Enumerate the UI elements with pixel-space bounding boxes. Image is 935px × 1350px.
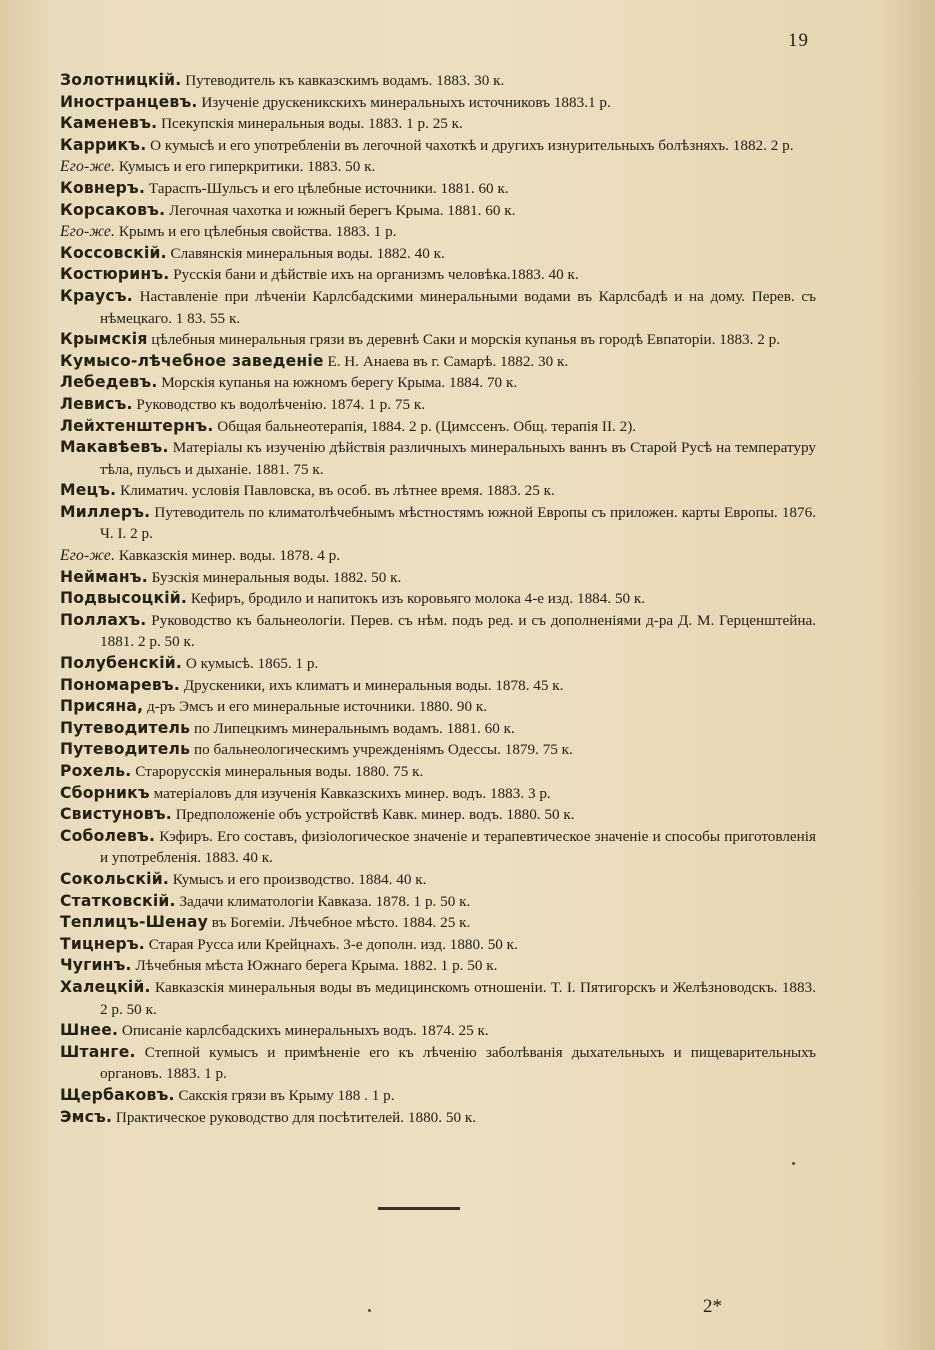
bibliography-entry [60, 912, 816, 934]
entry-author: Присяна, [60, 697, 144, 716]
bibliography-entry [60, 567, 816, 589]
entry-description: цѣлебныя минеральныя грязи въ деревнѣ Саки и морскія купанья въ городѣ Евпаторіи. 1883. 2 р. [151, 331, 781, 349]
entry-author: Щербаковъ. [60, 1085, 175, 1104]
bibliography-entry [60, 156, 816, 178]
end-rule [378, 1207, 460, 1210]
entry-author: Статковскій. [60, 891, 176, 910]
entry-author: Чугинъ. [60, 956, 132, 975]
bibliography-entry [60, 480, 816, 502]
bibliography-entry [60, 1020, 816, 1042]
bibliography-entry [60, 739, 816, 761]
bibliography-entry [60, 761, 816, 783]
entry-author: Его-же. [60, 223, 116, 241]
entry-description: матеріаловъ для изученія Кавказскихъ минер. водъ. 1883. 3 р. [153, 784, 551, 802]
entry-description: по бальнеологическимъ учрежденіямъ Одессы. 1879. 75 к. [194, 741, 573, 759]
bibliography-entry [60, 783, 816, 805]
bibliography-entry [60, 545, 816, 567]
entry-description: Кавказскія минеральныя воды въ медицинскомъ отношеніи. Т. I. Пятигорскъ и Желѣзноводскъ. 1883. 2 р. 50 к. [100, 978, 816, 1018]
entry-author: Лейхтенштернъ. [60, 416, 214, 435]
entry-author: Краусъ. [60, 286, 133, 305]
entry-description: Задачи климатологіи Кавказа. 1878. 1 р. 50 к. [179, 892, 471, 910]
entry-author: Корсаковъ. [60, 200, 166, 219]
entry-description: Сакскія грязи въ Крыму 188 . 1 р. [178, 1086, 395, 1104]
bibliography-entry [60, 92, 816, 114]
entry-description: Путеводитель по климатолѣчебнымъ мѣстностямъ южной Европы съ приложен. карты Европы. 1876. Ч. I. 2 р. [100, 503, 817, 543]
entry-description: Кэфиръ. Его составъ, физіологическое значеніе и терапевтическое значеніе и способы приготовленія и употребленія. 1883. 40 к. [100, 827, 817, 867]
entry-author: Путеводитель [60, 718, 191, 737]
entry-description: Руководство къ водолѣченію. 1874. 1 р. 75 к. [136, 395, 426, 413]
entry-description: д-ръ Эмсъ и его минеральные источники. 1880. 90 к. [147, 698, 488, 716]
entry-author: Соболевъ. [60, 826, 156, 845]
bibliography-entry [60, 113, 816, 135]
entry-description: Бузскія минеральныя воды. 1882. 50 к. [151, 568, 402, 586]
entry-author: Поллахъ. [60, 610, 147, 629]
entry-description: О кумысѣ и его употребленіи въ легочной чахоткѣ и другихъ изнурительныхъ болѣзняхъ. 1882. 2 р. [150, 136, 794, 154]
entry-author: Сокольскій. [60, 869, 169, 888]
entry-author: Халецкій. [60, 977, 151, 996]
entry-description: Тараспъ-Шульсъ и его цѣлебные источники. 1881. 60 к. [148, 179, 509, 197]
entry-author: Штанге. [60, 1042, 136, 1061]
stray-dot [368, 1309, 371, 1312]
bibliography-entry [60, 588, 816, 610]
entry-author: Подвысоцкій. [60, 589, 188, 608]
entry-description: по Липецкимъ минеральнымъ водамъ. 1881. 60 к. [194, 719, 515, 737]
bibliography-entry [60, 1107, 816, 1129]
bibliography-entry [60, 869, 816, 891]
bibliography-entry [60, 696, 816, 718]
entry-author: Полубенскій. [60, 654, 183, 673]
entry-author: Нейманъ. [60, 567, 148, 586]
signature-mark: 2* [703, 1296, 722, 1317]
bibliography-entry [60, 264, 816, 286]
bibliography-entry [60, 329, 816, 351]
entry-description: Русскія бани и дѣйствіе ихъ на организмъ человѣка.1883. 40 к. [173, 266, 579, 284]
entry-author: Золотницкій. [60, 71, 182, 89]
bibliography-entry [60, 1042, 816, 1085]
entry-author: Кумысо-лѣчебное заведеніе [60, 351, 324, 370]
bibliography-entry [60, 718, 816, 740]
bibliography-entry [60, 416, 816, 438]
entry-description: Легочная чахотка и южный берегъ Крыма. 1881. 60 к. [169, 201, 516, 219]
stray-dot [792, 1162, 795, 1165]
entry-description: Руководство къ бальнеологіи. Перев. съ нѣм. подъ ред. и съ дополненіями д-ра Д. М. Герценштейна. 1881. 2 р. 50 к. [100, 611, 816, 651]
entry-description: въ Богеміи. Лѣчебное мѣсто. 1884. 25 к. [211, 914, 471, 932]
bibliography-entry [60, 610, 816, 653]
entry-description: Крымъ и его цѣлебныя свойства. 1883. 1 р. [118, 223, 397, 241]
bibliography-entry [60, 70, 816, 92]
bibliography-entry [60, 135, 816, 157]
bibliography-entry [60, 221, 816, 243]
bibliography-list [60, 70, 816, 1128]
entry-description: Описаніе карлсбадскихъ минеральныхъ водъ. 1874. 25 к. [121, 1022, 489, 1040]
entry-author: Шнее. [60, 1021, 119, 1040]
bibliography-entry [60, 934, 816, 956]
bibliography-entry [60, 200, 816, 222]
entry-description: Старая Русса или Крейцнахъ. 3-е дополн. изд. 1880. 50 к. [148, 935, 518, 953]
entry-author: Путеводитель [60, 740, 191, 759]
entry-author: Пономаревъ. [60, 675, 180, 694]
bibliography-entry [60, 653, 816, 675]
entry-author: Его-же. [60, 547, 116, 565]
entry-description: Псекупскія минеральныя воды. 1883. 1 р. 25 к. [161, 115, 463, 133]
entry-author: Левисъ. [60, 394, 133, 413]
bibliography-entry [60, 502, 816, 545]
bibliography-entry [60, 437, 816, 480]
entry-author: Теплицъ-Шенау [60, 913, 208, 932]
entry-description: Морскія купанья на южномъ берегу Крыма. 1884. 70 к. [161, 374, 518, 392]
entry-description: Друскеники, ихъ климатъ и минеральныя воды. 1878. 45 к. [183, 676, 564, 694]
bibliography-entry [60, 675, 816, 697]
entry-author: Эмсъ. [60, 1107, 113, 1126]
bibliography-entry [60, 372, 816, 394]
entry-author: Костюринъ. [60, 265, 170, 284]
entry-description: Славянскія минеральныя воды. 1882. 40 к. [170, 244, 445, 262]
bibliography-entry [60, 351, 816, 373]
bibliography-entry [60, 394, 816, 416]
entry-description: Изученіе друскеникскихъ минеральныхъ источниковъ 1883.1 р. [201, 93, 611, 111]
entry-author: Свистуновъ. [60, 805, 172, 824]
entry-description: Кумысъ и его производство. 1884. 40 к. [172, 870, 427, 888]
entry-author: Рохель. [60, 762, 132, 780]
entry-author: Каррикъ. [60, 135, 147, 154]
entry-description: Путеводитель къ кавказскимъ водамъ. 1883. 30 к. [185, 72, 505, 89]
entry-description: Лѣчебныя мѣста Южнаго берега Крыма. 1882. 1 р. 50 к. [135, 957, 498, 975]
entry-description: Кумысъ и его гиперкритики. 1883. 50 к. [118, 158, 376, 176]
entry-description: Матеріалы къ изученію дѣйствія различныхъ минеральныхъ ваннъ въ Старой Русѣ на температуру тѣла, пульсъ и дыханіе. 1881. 75 к. [100, 439, 816, 478]
entry-description: Кавказскія минер. воды. 1878. 4 р. [118, 547, 341, 565]
entry-description: Старорусскія минеральныя воды. 1880. 75 к. [135, 763, 424, 780]
entry-author: Его-же. [60, 158, 116, 176]
entry-description: Степной кумысъ и примѣненіе его къ лѣченію заболѣванія дыхательныхъ и пищеварительныхъ органовъ. 1883. 1 р. [100, 1043, 816, 1083]
page-number: 19 [788, 30, 809, 51]
entry-author: Каменевъ. [60, 114, 158, 133]
bibliography-entry [60, 955, 816, 977]
bibliography-entry [60, 178, 816, 200]
entry-author: Ковнеръ. [60, 178, 146, 197]
entry-description: Практическое руководство для посѣтителей. 1880. 50 к. [115, 1108, 477, 1126]
entry-description: Предположеніе объ устройствѣ Кавк. минер. водъ. 1880. 50 к. [175, 806, 575, 824]
entry-description: О кумысѣ. 1865. 1 р. [185, 655, 319, 673]
bibliography-entry [60, 804, 816, 826]
bibliography-entry [60, 977, 816, 1020]
entry-author: Тицнеръ. [60, 934, 145, 953]
entry-author: Сборникъ [60, 783, 150, 802]
entry-description: Общая бальнеотерапія, 1884. 2 р. (Цимссенъ. Общ. терапія II. 2). [217, 417, 637, 435]
entry-author: Миллеръ. [60, 502, 151, 521]
entry-author: Коссовскій. [60, 243, 167, 262]
bibliography-entry [60, 243, 816, 265]
entry-description: Климатич. условія Павловска, въ особ. въ лѣтнее время. 1883. 25 к. [120, 482, 555, 500]
entry-author: Лебедевъ. [60, 373, 158, 392]
entry-author: Макавѣевъ. [60, 438, 169, 457]
entry-description: Е. Н. Анаева въ г. Самарѣ. 1882. 30 к. [327, 352, 569, 370]
entry-description: Наставленіе при лѣченіи Карлсбадскими минеральными водами въ Карлсбадѣ и на дому. Перев. съ нѣмецкаго. 1 83. 55 к. [100, 287, 817, 327]
entry-author: Иностранцевъ. [60, 92, 198, 111]
bibliography-entry [60, 826, 816, 869]
bibliography-entry [60, 1085, 816, 1107]
entry-author: Мецъ. [60, 481, 117, 500]
entry-description: Кефиръ, бродило и напитокъ изъ коровьяго молока 4-е изд. 1884. 50 к. [190, 590, 646, 608]
bibliography-entry [60, 891, 816, 913]
entry-author: Крымскія [60, 330, 148, 349]
bibliography-entry [60, 286, 816, 329]
